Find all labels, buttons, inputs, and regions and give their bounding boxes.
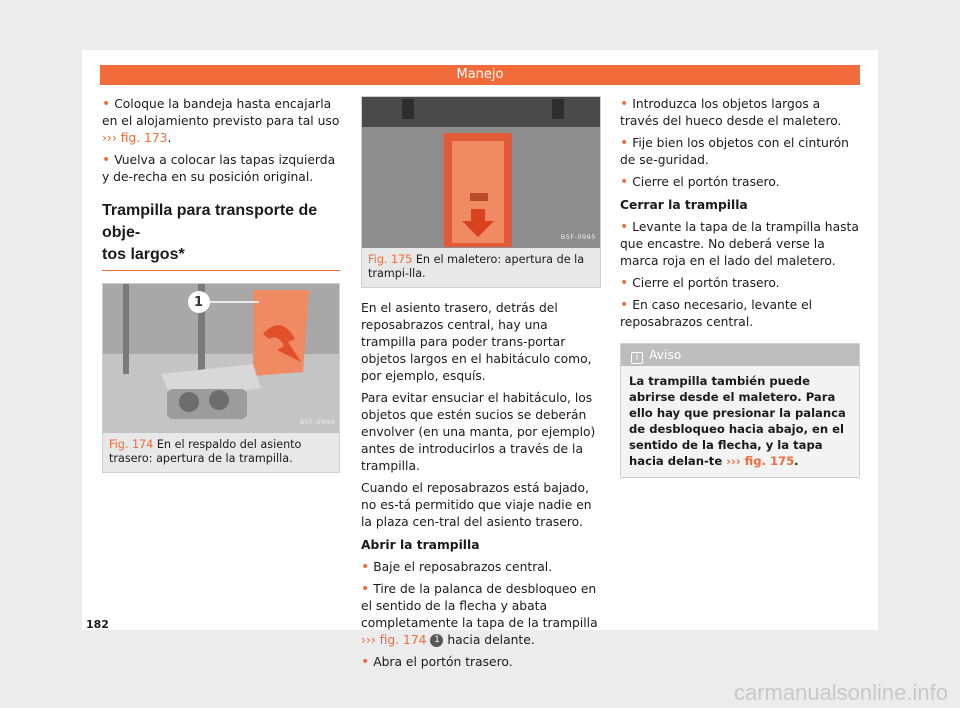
page-number: 182 — [86, 618, 109, 631]
figure-label: Fig. 174 — [109, 438, 154, 451]
bullet-item: • Tire de la palanca de desbloqueo en el sentido de la flecha y abata completamente la tapa de la trampilla ››› fig. 174 1 hacia delante. — [361, 581, 598, 647]
image-code: B5F-0994 — [299, 418, 335, 426]
notice-box — [620, 343, 860, 478]
subheading: Abrir la trampilla — [361, 538, 480, 552]
figure-174-caption: Fig. 174 En el respaldo del asiento trasero: apertura de la trampilla. — [102, 433, 340, 473]
notice-body: La trampilla también puede abrirse desde el maletero. Para ello hay que presionar la palanca de desbloqueo hacia abajo, en el sentido de la flecha, y la tapa hacia delan-te ››› fig. 175. — [629, 374, 846, 468]
bullet-icon: • — [361, 654, 370, 670]
bullet-item: • Cierre el portón trasero. — [620, 275, 780, 291]
notice-header — [621, 344, 859, 366]
bullet-item: • Levante la tapa de la trampilla hasta que encastre. No deberá verse la marca roja en el lado del maletero. — [620, 219, 859, 268]
bullet-item: • Vuelva a colocar las tapas izquierda y de-recha en su posición original. — [102, 152, 336, 184]
rear-seat-illustration — [103, 284, 340, 433]
figure-175-caption: Fig. 175 En el maletero: apertura de la trampi-lla. — [361, 248, 601, 288]
left-column — [102, 96, 340, 485]
callout-number-icon: 1 — [430, 634, 443, 647]
bullet-icon: • — [620, 297, 629, 313]
bullet-icon: • — [361, 559, 370, 575]
bullet-icon: • — [620, 135, 629, 151]
trunk-hatch-illustration — [362, 97, 601, 248]
bullet-icon: • — [620, 96, 629, 112]
bullet-item: • Cierre el portón trasero. — [620, 174, 780, 190]
image-code: B5F-0995 — [560, 233, 596, 241]
figure-174-image — [102, 283, 340, 433]
figure-link[interactable]: ››› fig. 175 — [726, 454, 795, 468]
figure-175-image — [361, 96, 601, 248]
figure-link[interactable]: ››› fig. 174 — [361, 633, 427, 647]
bullet-item: • Fije bien los objetos con el cinturón de se-guridad. — [620, 135, 849, 167]
bullet-item: • En caso necesario, levante el reposabrazos central. — [620, 297, 813, 329]
bullet-icon: • — [102, 96, 111, 112]
callout-number: 1 — [194, 295, 204, 310]
middle-column — [361, 96, 601, 676]
figure-label: Fig. 175 — [368, 253, 413, 266]
paragraph: Para evitar ensuciar el habitáculo, los objetos que estén sucios se deberán envolver (en una manta, por ejemplo) antes de introducirlos a través de la trampilla. — [361, 391, 596, 473]
subheading: Cerrar la trampilla — [620, 198, 748, 212]
watermark: carmanualsonline.info — [733, 680, 948, 705]
bullet-icon: • — [361, 581, 370, 597]
bullet-item: • Coloque la bandeja hasta encajarla en el alojamiento previsto para tal uso ››› fig. 173. — [102, 96, 340, 145]
bullet-icon: • — [620, 174, 629, 190]
bullet-icon: • — [620, 275, 629, 291]
bullet-icon: • — [620, 219, 629, 235]
paragraph: En el asiento trasero, detrás del reposabrazos central, hay una trampilla para poder trans-portar objetos largos en el habitáculo como, por ejemplo, esquís. — [361, 301, 592, 383]
section-header: Manejo — [100, 65, 860, 85]
bullet-item: • Introduzca los objetos largos a través del hueco desde el maletero. — [620, 96, 842, 128]
bullet-item: • Abra el portón trasero. — [361, 654, 513, 670]
paragraph: Cuando el reposabrazos está bajado, no es-tá permitido que viaje nadie en la plaza cen-tral del asiento trasero. — [361, 481, 592, 529]
bullet-item: • Baje el reposabrazos central. — [361, 559, 553, 575]
right-column — [620, 96, 860, 478]
bullet-icon: • — [102, 152, 111, 168]
figure-link[interactable]: ››› fig. 173 — [102, 131, 168, 145]
notice-title: Aviso — [649, 348, 682, 362]
section-title: Trampilla para transporte de obje- tos largos* — [102, 200, 340, 271]
info-icon: i — [631, 352, 643, 364]
